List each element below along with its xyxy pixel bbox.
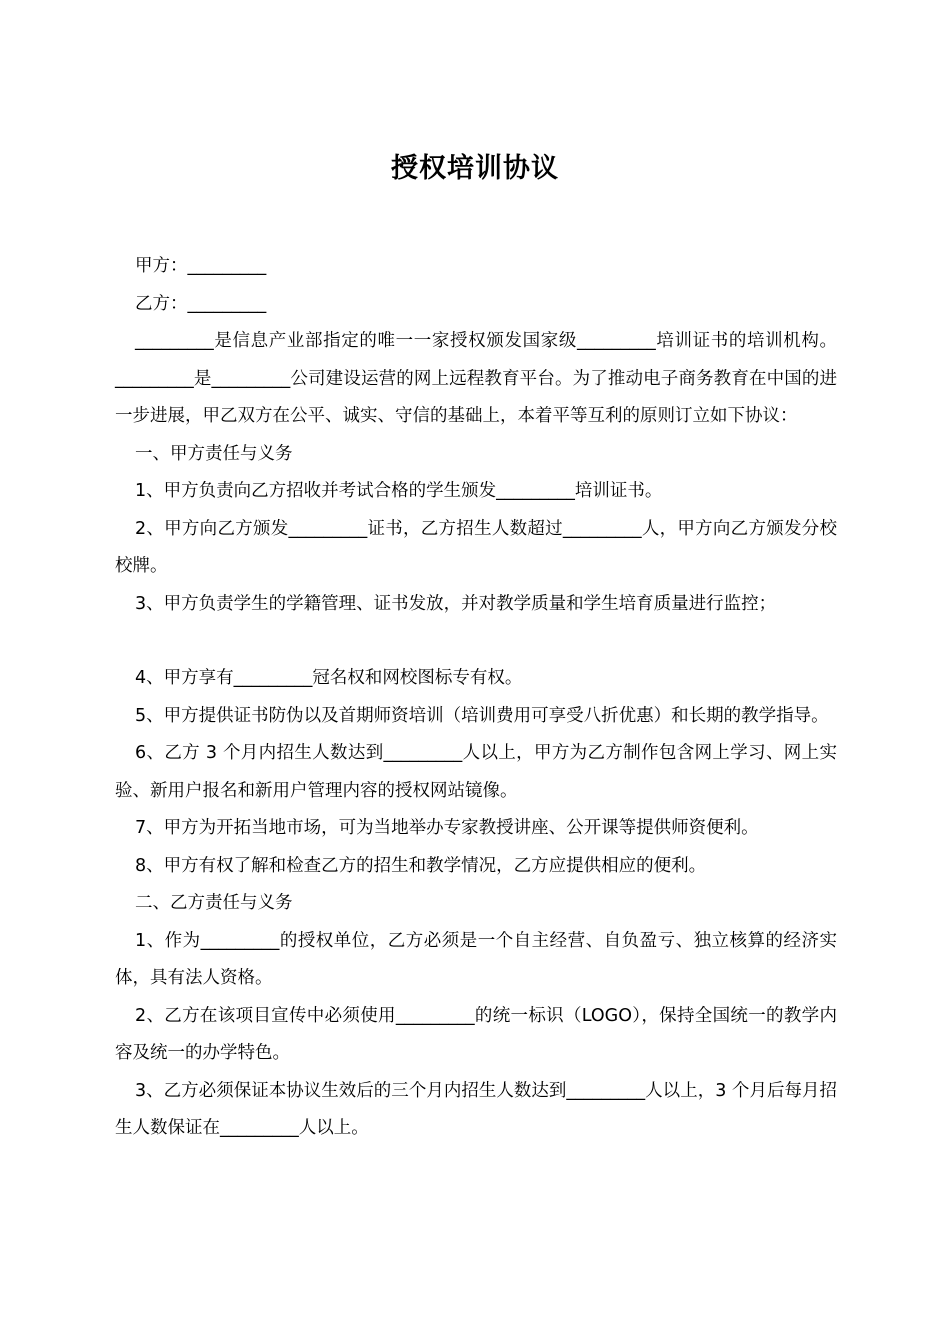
clause-a-7: 7、甲方为开拓当地市场，可为当地举办专家教授讲座、公开课等提供师资便利。 (135, 818, 759, 838)
clause-b-2: 2、乙方在该项目宣传中必须使用_________的统一标识（LOGO），保持全国统一的教学内容及统一的办学特色。 (115, 1005, 837, 1063)
section-heading-party-b: 二、乙方责任与义务 (135, 893, 293, 913)
preamble-paragraph: _________是信息产业部指定的唯一一家授权颁发国家级_________培训证书的培训机构。_________是_________公司建设运营的网上远程教育平台。为了推动电子商务教育在中国的进一步进展，甲乙双方在公平、诚实、守信的基础上，本着平等互利的原则订立如下协议： (115, 331, 837, 426)
clause-a-8: 8、甲方有权了解和检查乙方的招生和教学情况，乙方应提供相应的便利。 (135, 855, 707, 876)
party-a-line: 甲方：_________ (135, 256, 267, 276)
clause-a-1: 1、甲方负责向乙方招收并考试合格的学生颁发_________培训证书。 (135, 481, 663, 501)
section-heading-party-a: 一、甲方责任与义务 (135, 443, 293, 464)
clause-a-4: 4、甲方享有_________冠名权和网校图标专有权。 (135, 668, 523, 688)
document-body (115, 248, 837, 1148)
clause-a-2: 2、甲方向乙方颁发_________证书，乙方招生人数超过_________人，甲方向乙方颁发分校校牌。 (115, 518, 837, 576)
clause-a-3: 3、甲方负责学生的学籍管理、证书发放，并对教学质量和学生培育质量进行监控； (135, 593, 777, 614)
document-title: 授权培训协议 (391, 153, 559, 185)
party-b-line: 乙方：_________ (135, 293, 267, 314)
clause-b-1: 1、作为_________的授权单位，乙方必须是一个自主经营、自负盈亏、独立核算的经济实体，具有法人资格。 (115, 930, 837, 988)
clause-a-6: 6、乙方 3 个月内招生人数达到_________人以上，甲方为乙方制作包含网上学习、网上实验、新用户报名和新用户管理内容的授权网站镜像。 (115, 743, 837, 801)
clause-b-3: 3、乙方必须保证本协议生效后的三个月内招生人数达到_________人以上，3 个月后每月招生人数保证在_________人以上。 (115, 1080, 837, 1138)
clause-a-5: 5、甲方提供证书防伪以及首期师资培训（培训费用可享受八折优惠）和长期的教学指导。 (135, 705, 829, 726)
